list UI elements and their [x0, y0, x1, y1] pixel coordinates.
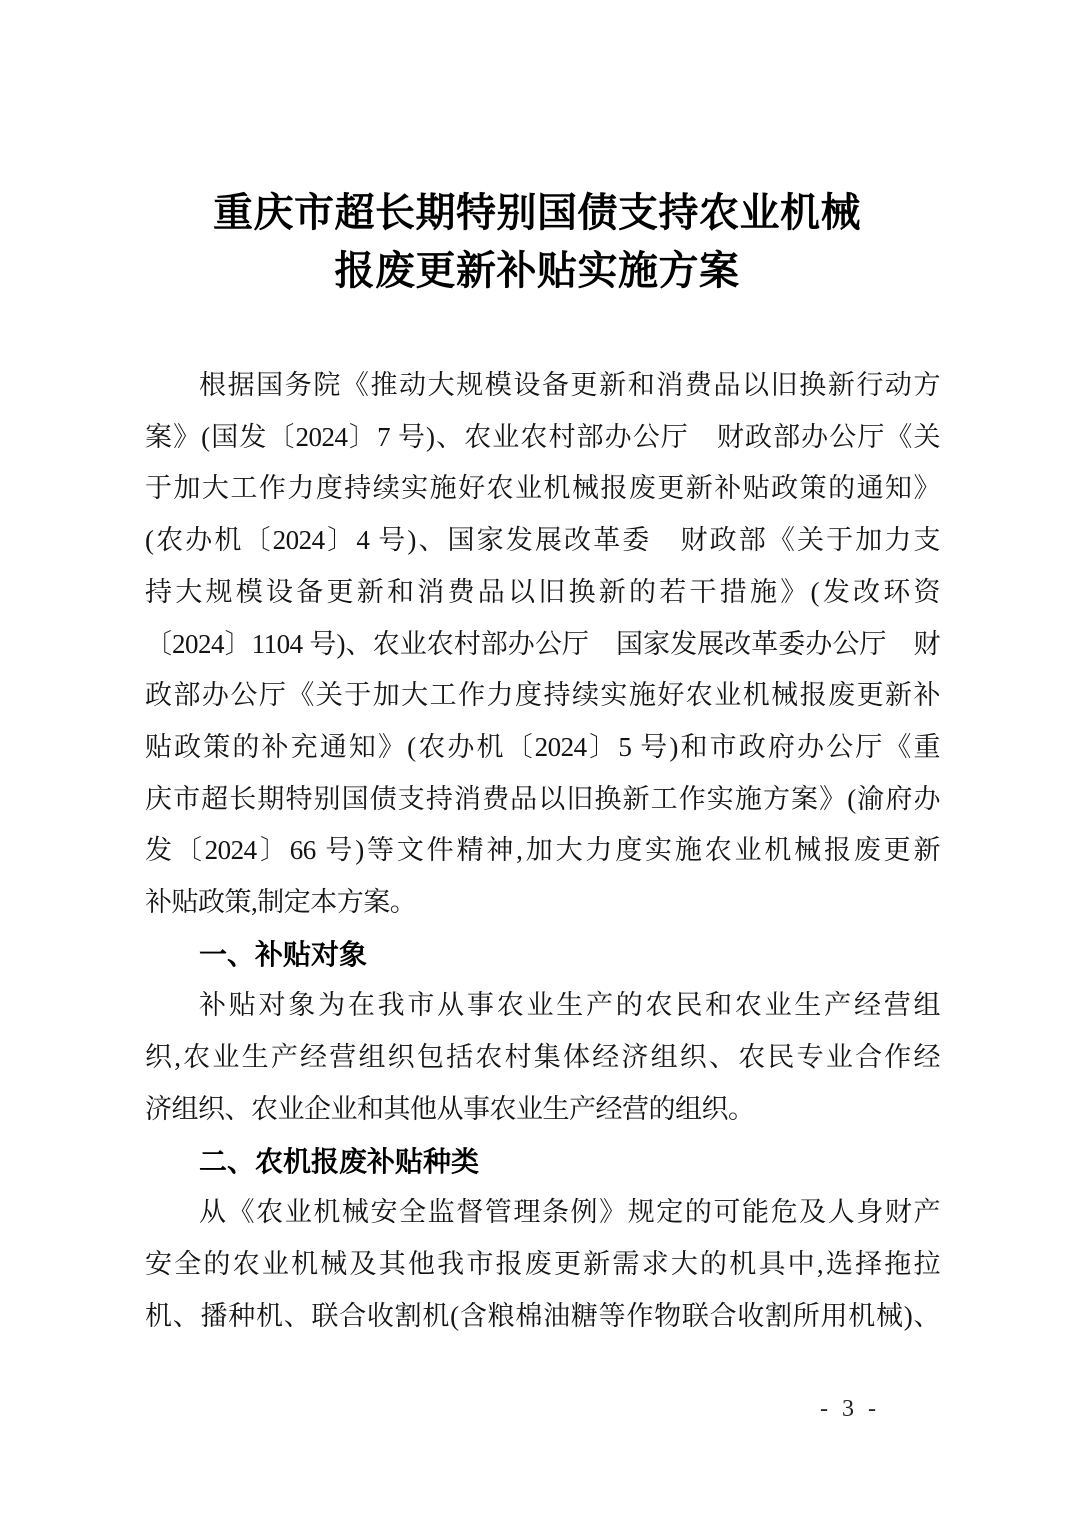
paragraph-1-line: 补贴政策,制定本方案。 — [145, 887, 417, 918]
paragraph-1-line: 案》(国发〔2024〕7 号)、农业农村部办公厅 财政部办公厅《关 — [145, 421, 940, 452]
title-line-1: 重庆市超长期特别国债支持农业机械 — [213, 190, 861, 235]
document-body — [145, 360, 940, 1342]
paragraph-2-line: 济组织、农业企业和其他从事农业生产经营的组织。 — [145, 1093, 755, 1124]
paragraph-1-line: 政部办公厅《关于加大工作力度持续实施好农业机械报废更新补 — [145, 680, 940, 711]
paragraph-3-line: 机、播种机、联合收割机(含粮棉油糖等作物联合收割所用机械)、 — [145, 1300, 940, 1331]
paragraph-1-line: 持大规模设备更新和消费品以旧换新的若干措施》(发改环资 — [145, 576, 940, 607]
paragraph-1-line: (农办机〔2024〕4 号)、国家发展改革委 财政部《关于加力支 — [145, 525, 940, 556]
page-number: - 3 - — [820, 1396, 880, 1422]
paragraph-1-line: 贴政策的补充通知》(农办机〔2024〕5 号)和市政府办公厅《重 — [145, 731, 940, 762]
paragraph-1-line: 〔2024〕1104 号)、农业农村部办公厅 国家发展改革委办公厅 财 — [145, 628, 940, 659]
paragraph-3-line: 从《农业机械安全监督管理条例》规定的可能危及人身财产 — [199, 1197, 940, 1228]
paragraph-1-line: 于加大工作力度持续实施好农业机械报废更新补贴政策的通知》 — [145, 473, 940, 504]
document-title — [0, 184, 1074, 300]
paragraph-1-line: 发〔2024〕66 号)等文件精神,加大力度实施农业机械报废更新 — [145, 835, 940, 866]
paragraph-2-line: 织,农业生产经营组织包括农村集体经济组织、农民专业合作经 — [145, 1042, 940, 1073]
section-heading-1: 一、补贴对象 — [199, 938, 368, 970]
paragraph-1-line: 庆市超长期特别国债支持消费品以旧换新工作实施方案》(渝府办 — [145, 783, 940, 814]
section-heading-2: 二、农机报废补贴种类 — [199, 1145, 480, 1177]
title-line-2: 报废更新补贴实施方案 — [334, 248, 740, 293]
paragraph-1-line: 根据国务院《推动大规模设备更新和消费品以旧换新行动方 — [199, 370, 940, 400]
paragraph-3-line: 安全的农业机械及其他我市报废更新需求大的机具中,选择拖拉 — [145, 1248, 940, 1279]
paragraph-2-line: 补贴对象为在我市从事农业生产的农民和农业生产经营组 — [199, 990, 940, 1021]
